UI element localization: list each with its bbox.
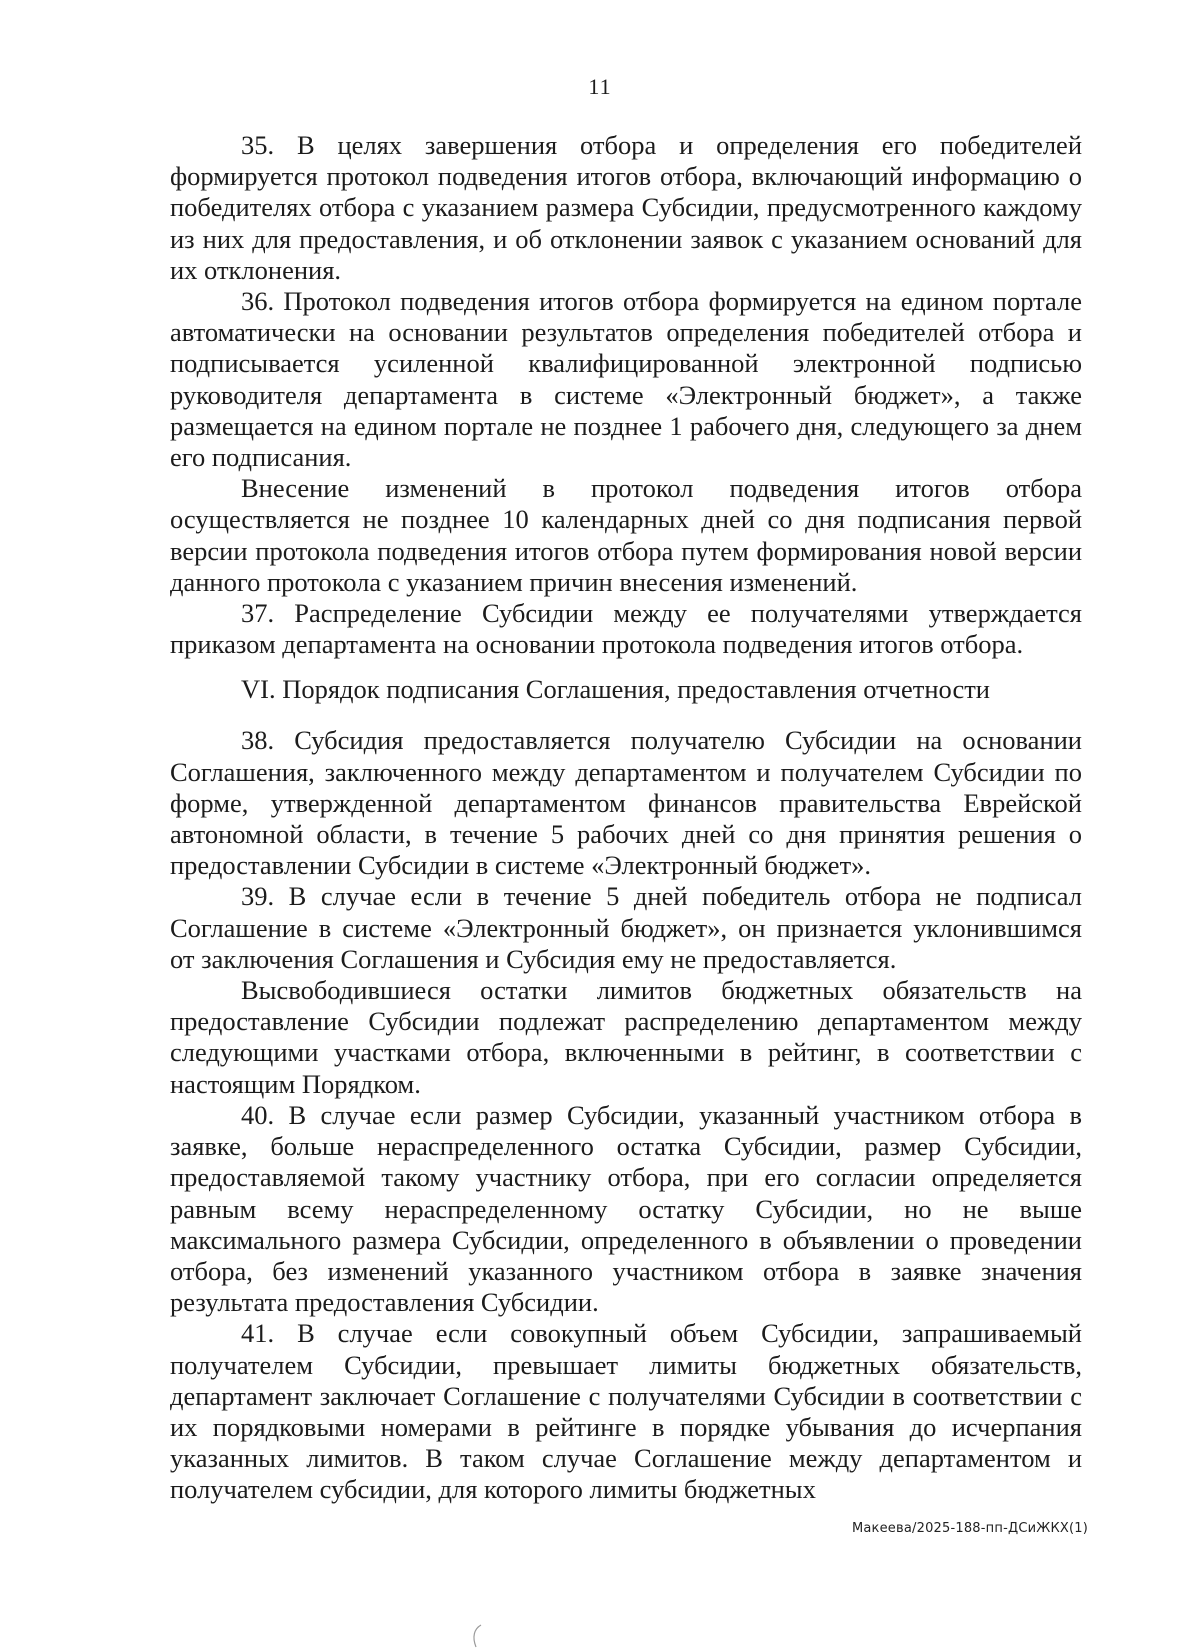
paragraph-38: 38. Субсидия предоставляется получателю Субсидии на основании Соглашения, заключенного между департаментом и получателем Субсидии по форме, утвержденной департаментом финансов правительства Еврейской автономной области, в течение 5 рабочих дней со дня принятия решения о предоставлении Субсидии в системе «Электронный бюджет».	[170, 725, 1082, 881]
scan-artifact-mark	[470, 1623, 484, 1649]
paragraph-37: 37. Распределение Субсидии между ее получателями утверждается приказом департамента на основании протокола подведения итогов отбора.	[170, 598, 1082, 660]
paragraph-41: 41. В случае если совокупный объем Субсидии, запрашиваемый получателем Субсидии, превышает лимиты бюджетных обязательств, департамент заключает Соглашение с получателями Субсидии в соответствии с их порядковыми номерами в рейтинге в порядке убывания до исчерпания указанных лимитов. В таком случае Соглашение между департаментом и получателем субсидии, для которого лимиты бюджетных	[170, 1318, 1082, 1505]
document-reference: Макеева/2025-188-пп-ДСиЖКХ(1)	[851, 1521, 1088, 1536]
paragraph-36: 36. Протокол подведения итогов отбора формируется на едином портале автоматически на основании результатов определения победителей отбора и подписывается усиленной квалифицированной электронной подписью руководителя департамента в системе «Электронный бюджет», а также размещается на едином портале не позднее 1 рабочего дня, следующего за днем его подписания.	[170, 286, 1082, 473]
paragraph-35: 35. В целях завершения отбора и определения его победителей формируется протокол подведения итогов отбора, включающий информацию о победителях отбора с указанием размера Субсидии, предусмотренного каждому из них для предоставления, и об отклонении заявок с указанием оснований для их отклонения.	[170, 130, 1082, 285]
paragraph-39-remaining-limits: Высвободившиеся остатки лимитов бюджетных обязательств на предоставление Субсидии подлежат распределению департаментом между следующими участками отбора, включенными в рейтинг, в соответствии с настоящим Порядком.	[170, 975, 1082, 1099]
paragraph-36-amendments: Внесение изменений в протокол подведения итогов отбора осуществляется не позднее 10 календарных дней со дня подписания первой версии протокола подведения итогов отбора путем формирования новой версии данного протокола с указанием причин внесения изменений.	[170, 473, 1082, 597]
paragraph-40: 40. В случае если размер Субсидии, указанный участником отбора в заявке, больше нераспределенного остатка Субсидии, размер Субсидии, предоставляемой такому участнику отбора, при его согласии определяется равным всему нераспределенному остатку Субсидии, но не выше максимального размера Субсидии, определенного в объявлении о проведении отбора, без изменений указанного участником отбора в заявке значения результата предоставления Субсидии.	[170, 1099, 1082, 1318]
section-title: VI. Порядок подписания Соглашения, предоставления отчетности	[241, 674, 990, 705]
document-body	[170, 130, 1082, 1506]
paragraph-39: 39. В случае если в течение 5 дней победитель отбора не подписал Соглашение в системе «Электронный бюджет», он признается уклонившимся от заключения Соглашения и Субсидия ему не предоставляется.	[170, 881, 1082, 974]
page-number: 11	[588, 74, 612, 99]
